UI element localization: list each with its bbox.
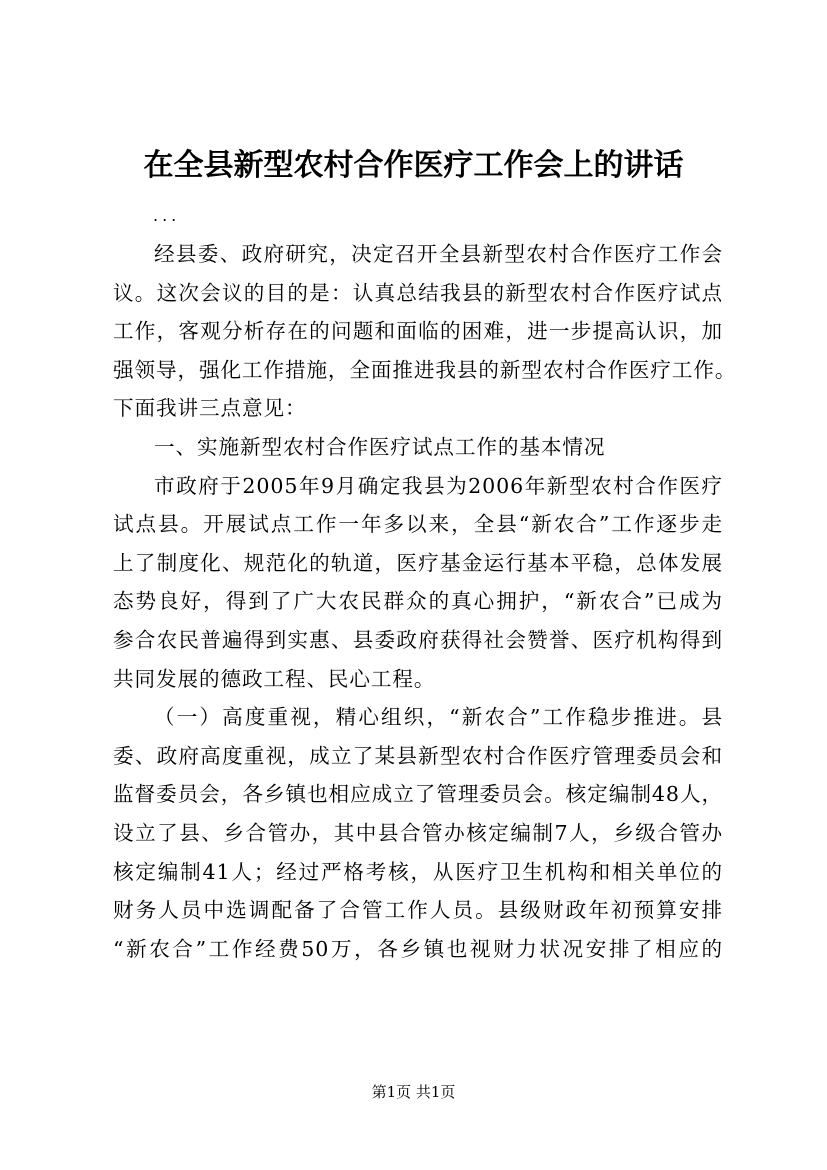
text-line: 设立了县、乡合管办，其中县合管办核定编制7人，乡级合管办 (113, 820, 723, 845)
text-line: 参合农民普遍得到实惠、县委政府获得社会赞誉、医疗机构得到 (113, 627, 723, 652)
text-line: 经县委、政府研究，决定召开全县新型农村合作医疗工作会 (154, 242, 723, 266)
document-body (113, 235, 737, 968)
text-line: 委、政府高度重视，成立了某县新型农村合作医疗管理委员会和 (113, 743, 723, 768)
text-line: 强领导，强化工作措施，全面推进我县的新型农村合作医疗工作。 (113, 357, 737, 382)
document-title: 在全县新型农村合作医疗工作会上的讲话 (143, 148, 684, 183)
section-heading (113, 428, 723, 467)
paragraph-background (113, 467, 723, 699)
text-line: 工作，客观分析存在的问题和面临的困难，进一步提高认识，加 (113, 319, 723, 344)
ellipsis-marker: ... (153, 206, 181, 225)
text-line: 态势良好，得到了广大农民群众的真心拥护，“新农合”已成为 (113, 589, 723, 614)
text-line: 议。这次会议的目的是：认真总结我县的新型农村合作医疗试点 (113, 280, 723, 305)
paragraph-subsection-1 (113, 698, 723, 968)
text-line: 下面我讲三点意见： (113, 396, 307, 421)
text-line: 财务人员中选调配备了合管工作人员。县级财政年初预算安排 (113, 898, 723, 923)
text-line: 一、实施新型农村合作医疗试点工作的基本情况 (154, 434, 606, 459)
paragraph-intro (113, 235, 737, 428)
text-line: 核定编制41人；经过严格考核，从医疗卫生机构和相关单位的 (113, 859, 723, 884)
text-line: 共同发展的德政工程、民心工程。 (113, 666, 436, 691)
page-footer: 第1页 共1页 (371, 1083, 456, 1101)
text-line: 监督委员会，各乡镇也相应成立了管理委员会。核定编制48人， (113, 782, 723, 807)
text-line: 试点县。开展试点工作一年多以来，全县“新农合”工作逐步走 (113, 512, 723, 537)
text-line: 市政府于2005年9月确定我县为2006年新型农村合作医疗 (154, 473, 723, 498)
text-line: （一）高度重视，精心组织，“新农合”工作稳步推进。县 (154, 705, 723, 730)
text-line: “新农合”工作经费50万，各乡镇也视财力状况安排了相应的 (113, 936, 723, 961)
text-line: 上了制度化、规范化的轨道，医疗基金运行基本平稳，总体发展 (113, 550, 723, 575)
